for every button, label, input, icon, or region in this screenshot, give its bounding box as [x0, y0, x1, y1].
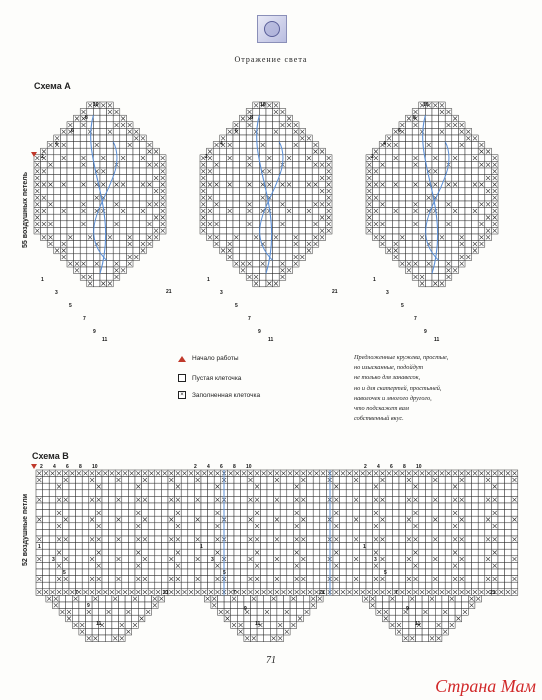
scheme-a-row-number: 10	[423, 102, 429, 108]
scheme-a-row-number: 11	[434, 337, 440, 343]
scheme-b-top-number: 2	[194, 464, 197, 470]
scheme-a-row-number: 5	[69, 303, 72, 309]
scheme-b-top-number: 10	[92, 464, 98, 470]
scheme-a-motif-3	[366, 102, 498, 287]
filled-cell-icon: ×	[178, 391, 186, 399]
scheme-b-top-number: 8	[79, 464, 82, 470]
scheme-a-row-number: 3	[220, 290, 223, 296]
scheme-b-top-number: 10	[416, 464, 422, 470]
scheme-b-top-number: 8	[403, 464, 406, 470]
scheme-a-row-number: 10	[260, 102, 266, 108]
scheme-a-label: Схема А	[34, 81, 71, 91]
scheme-b-top-number: 10	[246, 464, 252, 470]
scheme-b-top-number: 2	[364, 464, 367, 470]
scheme-a-side-label: 55 воздушных петель	[22, 171, 29, 248]
scheme-b-start-marker	[31, 464, 37, 469]
scheme-b-row-number: 3	[211, 557, 214, 563]
scheme-a-row-number: 9	[424, 329, 427, 335]
scheme-b-row-number: 9	[406, 606, 409, 612]
scheme-b-row-number-right: 21	[319, 590, 325, 596]
scheme-a-row-number: 5	[401, 303, 404, 309]
scheme-b-row-number: 11	[96, 621, 102, 627]
scheme-b-row-number: 7	[233, 590, 236, 596]
scheme-b-row-number: 9	[87, 603, 90, 609]
scheme-b-top-number: 4	[377, 464, 380, 470]
scheme-b-row-number-right: 21	[490, 590, 496, 596]
empty-cell-icon	[178, 374, 186, 382]
scheme-a-row-number-right: 21	[166, 289, 172, 295]
scheme-b-top-number: 4	[53, 464, 56, 470]
scheme-a-row-number: 6	[71, 128, 74, 134]
note-line: что подскажет вам	[354, 405, 409, 413]
scheme-b-row-number: 7	[75, 590, 78, 596]
scheme-b-row-number: 1	[363, 544, 366, 550]
scheme-b-row-number-right: 21	[163, 590, 169, 596]
scheme-a-row-number: 3	[55, 290, 58, 296]
legend-start-label: Начало работы	[192, 355, 239, 362]
scheme-a-row-number: 3	[386, 290, 389, 296]
scheme-a-row-number: 1	[41, 277, 44, 283]
scheme-a-row-number: 8	[413, 115, 416, 121]
scheme-a-row-number: 7	[414, 316, 417, 322]
scheme-b-row-number: 11	[255, 621, 261, 627]
scheme-a-row-number: 7	[248, 316, 251, 322]
scheme-a-row-number: 2	[41, 154, 44, 160]
scheme-a-row-number: 6	[235, 128, 238, 134]
scheme-a-row-number: 4	[220, 141, 223, 147]
scheme-b-top-number: 6	[220, 464, 223, 470]
note-line: но и для скатертей, простыней,	[354, 384, 442, 392]
scheme-b-side-label: 52 воздушные петли	[22, 493, 29, 566]
page-number: 71	[266, 655, 276, 666]
scheme-b-top-number: 6	[66, 464, 69, 470]
note-line: не только для занавесок,	[354, 374, 421, 382]
scheme-b-row-number: 1	[200, 544, 203, 550]
scheme-b-top-number: 2	[40, 464, 43, 470]
scheme-a-row-number-right: 21	[332, 289, 338, 295]
scheme-a-row-number: 1	[207, 277, 210, 283]
scheme-b-row-number: 5	[384, 570, 387, 576]
scheme-b-row-number: 5	[223, 570, 226, 576]
scheme-a-row-number: 2	[205, 154, 208, 160]
scheme-a-row-number: 11	[268, 337, 274, 343]
note-line: собственный вкус.	[354, 415, 404, 423]
note-text	[354, 353, 514, 424]
legend-filled	[178, 391, 260, 399]
watermark-logo: Страна Мам	[435, 676, 536, 696]
legend-filled-label: Заполненная клеточка	[192, 391, 261, 399]
scheme-b-top-number: 6	[390, 464, 393, 470]
scheme-a-row-number: 11	[102, 337, 108, 343]
note-line: наволочек и многого другого,	[354, 394, 432, 402]
scheme-b-row-number: 5	[63, 570, 66, 576]
scheme-a-row-number: 5	[235, 303, 238, 309]
scheme-a-row-number: 10	[93, 102, 99, 108]
scheme-a-row-number: 1	[373, 277, 376, 283]
scheme-b-row-number: 1	[38, 544, 41, 550]
scheme-a-row-number: 2	[371, 154, 374, 160]
scheme-a-row-number: 8	[250, 115, 253, 121]
note-line: Предложенные кружева, простые,	[354, 354, 449, 361]
scheme-b-row-number: 9	[244, 606, 247, 612]
scheme-a-motif-2	[200, 102, 332, 287]
scheme-b-band	[36, 470, 518, 642]
scheme-a-row-number: 9	[93, 329, 96, 335]
scheme-a-row-number: 9	[258, 329, 261, 335]
scheme-a-row-number: 6	[398, 128, 401, 134]
scheme-b-row-number: 7	[395, 590, 398, 596]
scheme-b-top-number: 8	[233, 464, 236, 470]
scheme-a-motif-1	[34, 102, 166, 287]
scheme-b-row-number: 11	[415, 621, 421, 627]
scheme-b-top-number: 4	[207, 464, 210, 470]
scheme-b-label: Схема В	[32, 451, 69, 461]
scheme-a-row-number: 4	[383, 141, 386, 147]
scheme-b-row-number: 3	[374, 557, 377, 563]
legend-empty	[178, 374, 241, 382]
triangle-icon	[178, 356, 186, 362]
scheme-a-row-number: 8	[85, 115, 88, 121]
legend-empty-label: Пустая клеточка	[192, 374, 242, 382]
scheme-a-row-number: 7	[83, 316, 86, 322]
page-title: Отражение света	[234, 55, 308, 64]
scheme-b-row-number: 3	[52, 557, 55, 563]
scheme-a-row-number: 4	[55, 141, 58, 147]
note-line: но изысканные, подойдут	[354, 364, 424, 372]
legend-start	[178, 355, 239, 362]
